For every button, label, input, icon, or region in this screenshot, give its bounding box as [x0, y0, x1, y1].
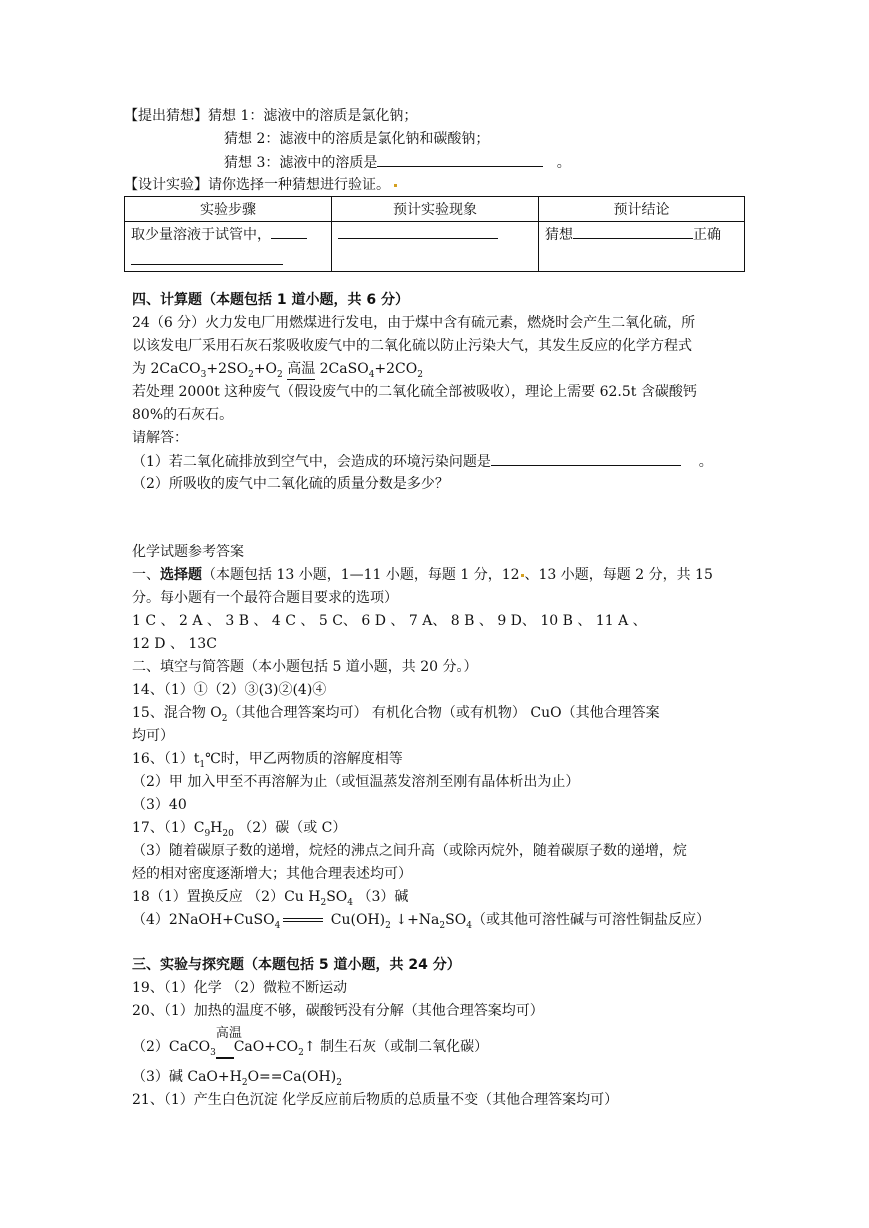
table-cell-conclusion: 猜想 正确: [539, 222, 745, 272]
q24-equation: 为 $2CaCO_3+2SO_2+O_2$ 高温 $2CaSO_4+2CO_2$: [132, 361, 423, 380]
guess-label: 【提出猜想】: [124, 108, 208, 124]
answer-16-2: （2）甲 加入甲至不再溶解为止（或恒温蒸发溶剂至刚有晶体析出为止）: [132, 774, 580, 790]
q24-line-5: 80%的石灰石。: [132, 407, 234, 423]
answer-15: 15、混合物 $O_2$（其他合理答案均可） 有机化合物（或有机物） CuO（其他合理答案: [132, 705, 660, 724]
guess-3-blank[interactable]: [377, 152, 543, 167]
design-text: 请你选择一种猜想进行验证。: [208, 177, 390, 193]
phenomenon-blank[interactable]: [338, 224, 498, 239]
table-header-phenomenon: 预计实验现象: [332, 197, 539, 222]
table-header-conclusion: 预计结论: [539, 197, 745, 222]
answer-20-2: （2）CaCO$_3$ 高温 $CaO+CO_2↑$ 制生石灰（或制二氧化碳）: [132, 1026, 489, 1058]
q24-line-4: 若处理 2000t 这种废气（假设废气中的二氧化硫全部被吸收），理论上需要 62.5t 含碳酸钙: [132, 384, 697, 400]
table-header-steps: 实验步骤: [125, 197, 332, 222]
equation-condition: 高温: [287, 361, 316, 377]
answer-21: 21、（1）产生白色沉淀 化学反应前后物质的总质量不变（其他合理答案均可）: [132, 1092, 619, 1108]
answers-s1-line-2: 分。每小题有一个最符合题目要求的选项）: [132, 590, 398, 606]
answer-18-1: 18（1）置换反应 （2）Cu $H_2SO_4$ （3）碱: [132, 889, 409, 908]
step-blank-2[interactable]: [131, 250, 283, 265]
q24-line-6: 请解答：: [132, 430, 188, 446]
answer-19: 19、（1）化学 （2）微粒不断运动: [132, 980, 348, 996]
q24-line-2: 以该发电厂采用石灰石浆吸收废气中的二氧化硫以防止污染大气，其发生反应的化学方程式: [132, 338, 692, 354]
section-4-title: 四、计算题（本题包括 1 道小题，共 6 分）: [132, 292, 409, 308]
answer-17-3b: 烃的相对密度逐渐增大；其他合理表述均可）: [132, 866, 412, 882]
answer-17-3a: （3）随着碳原子数的递增，烷烃的沸点之间升高（或除丙烷外，随着碳原子数的递增，烷: [132, 843, 687, 859]
answer-18-4: （4）2NaOH+CuSO$_4$ $Cu(OH)_2$ $↓+Na_2SO_4$（或其他可溶性碱与可溶性铜盐反应）: [132, 912, 710, 931]
answer-16-1: 16、$(1)t_1℃$时，甲乙两物质的溶解度相等: [132, 751, 403, 770]
table-cell-phenomenon: [332, 222, 539, 272]
dot-mark: [394, 184, 397, 187]
guess-3: 猜想 3：滤液中的溶质是 。: [224, 152, 571, 173]
q24-line-1: 24（6 分）火力发电厂用燃煤进行发电，由于煤中含有硫元素，燃烧时会产生二氧化硫，所: [132, 315, 696, 331]
table-cell-step: 取少量溶液于试管中，: [125, 222, 332, 272]
design-label: 【设计实验】: [124, 177, 208, 193]
table-header-row: [125, 197, 745, 222]
answer-14: 14、（1）①（2）③(3)②(4)④: [132, 682, 327, 698]
design-section: [124, 175, 397, 195]
guess-section: [124, 106, 417, 126]
answers-s3-title: 三、实验与探究题（本题包括 5 道小题，共 24 分）: [132, 957, 461, 973]
answers-s1-line-1: 一、选择题（本题包括 13 小题，1—11 小题，每题 1 分，12 、13 小题，每题 2 分，共 15: [132, 567, 713, 583]
step-blank-1[interactable]: [271, 224, 307, 239]
answer-17-1: 17、$(1)C_9H_{20}$ （2）碳（或 C）: [132, 820, 347, 839]
answers-title: 化学试题参考答案: [132, 544, 244, 560]
q24-sub-1: （1）若二氧化硫排放到空气中，会造成的环境污染问题是 。: [132, 451, 713, 472]
answer-20-3: （3）碱 $CaO+H_2O==Ca(OH)_2$: [132, 1069, 342, 1088]
pollution-blank[interactable]: [491, 451, 681, 466]
answers-s2-title: 二、填空与简答题（本小题包括 5 道小题，共 20 分。）: [132, 659, 478, 675]
q24-sub-2: （2）所吸收的废气中二氧化硫的质量分数是多少？: [132, 476, 449, 492]
answer-20-1: 20、（1）加热的温度不够，碳酸钙没有分解（其他合理答案均可）: [132, 1003, 544, 1019]
guess-2: 猜想 2：滤液中的溶质是氯化钠和碳酸钠；: [224, 131, 490, 147]
dot-mark: [521, 574, 524, 577]
guess-1: 猜想 1：滤液中的溶质是氯化钠；: [208, 108, 418, 124]
answer-15-cont: 均可）: [132, 728, 174, 744]
experiment-table: [124, 196, 745, 272]
answer-16-3: （3）40: [132, 797, 187, 813]
table-row: [125, 222, 745, 272]
answers-s1-line-3: 1 C 、 2 A 、 3 B 、 4 C 、 5 C、 6 D 、 7 A、 8 B 、 9 D、 10 B 、 11 A 、: [132, 613, 647, 629]
reaction-condition: 高温: [215, 1026, 242, 1041]
conclusion-blank[interactable]: [573, 224, 693, 239]
answers-s1-line-4: 12 D 、 13C: [132, 636, 217, 652]
